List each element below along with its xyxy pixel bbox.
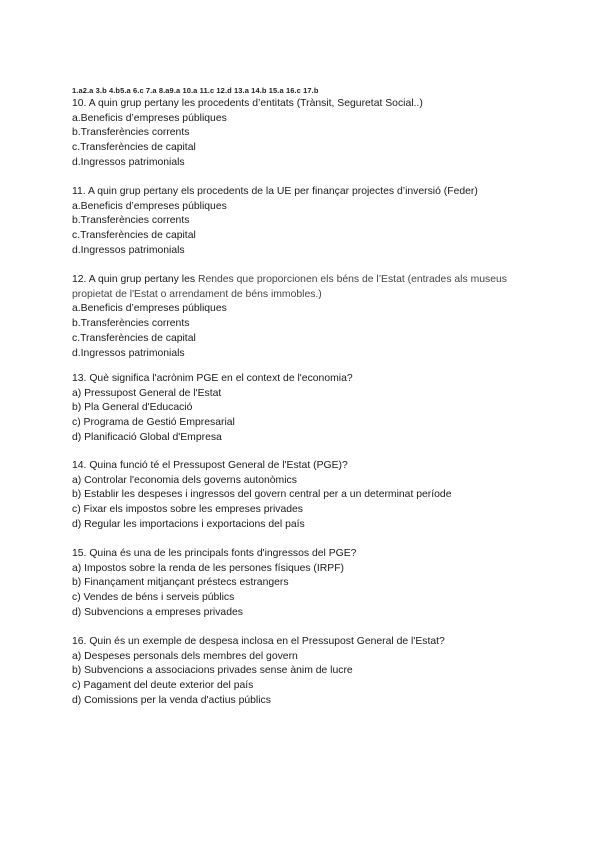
option-d: d) Planificació Global d'Empresa: [72, 431, 222, 443]
question-text: 10. A quin grup pertany les procedents d’entitats (Trànsit, Seguretat Social..): [72, 98, 423, 109]
question-text: 13. Què significa l'acrònim PGE en el context de l'economia?: [72, 373, 353, 384]
option-b: b) Subvencions a associacions privades sense ànim de lucre: [72, 665, 353, 677]
option-d: d.Ingressos patrimonials: [72, 347, 185, 359]
option-a: a) Despeses personals dels membres del govern: [72, 650, 298, 662]
option-c: c) Fixar els impostos sobre les empreses privades: [72, 504, 303, 516]
option-b: b) Establir les despeses i ingressos del govern central per a un determinat període: [72, 489, 452, 501]
question-15: [72, 547, 542, 621]
answer-key: 1.a2.a 3.b 4.b5.a 6.c 7.a 8.a9.a 10.a 11.c 12.d 13.a 14.b 15.a 16.c 17.b: [72, 86, 319, 95]
option-d: d) Comissions per la venda d'actius públics: [72, 694, 271, 706]
option-a: a.Beneficis d’empreses públiques: [72, 112, 227, 124]
option-d: d) Subvencions a empreses privades: [72, 606, 243, 618]
question-text-prefix: 12. A quin grup pertany les: [72, 274, 198, 285]
question-text: [72, 273, 542, 302]
question-13: [72, 372, 542, 446]
option-c: c.Transferències de capital: [72, 142, 196, 154]
option-c: c) Vendes de béns i serveis públics: [72, 592, 235, 604]
question-16: [72, 635, 542, 709]
question-text: 15. Quina és una de les principals fonts d'ingressos del PGE?: [72, 548, 357, 559]
question-12: [72, 273, 542, 361]
option-b: b.Transferències corrents: [72, 318, 190, 330]
option-c: c) Programa de Gestió Empresarial: [72, 417, 235, 429]
option-a: a.Beneficis d’empreses públiques: [72, 303, 227, 315]
option-a: a) Pressupost General de l'Estat: [72, 387, 222, 399]
option-d: d.Ingressos patrimonials: [72, 244, 185, 256]
option-c: c.Transferències de capital: [72, 230, 196, 242]
question-text-suffix: Rendes que proporcionen els béns de l’Estat (entrades als museus propietat de l'Estat o arrendament de béns immobles.): [72, 274, 507, 300]
option-d: d.Ingressos patrimonials: [72, 156, 185, 168]
option-b: b.Transferències corrents: [72, 215, 190, 227]
option-b: b) Finançament mitjançant préstecs estrangers: [72, 577, 289, 589]
option-d: d) Regular les importacions i exportacions del país: [72, 518, 305, 530]
question-text: 11. A quin grup pertany els procedents de la UE per finançar projectes d’inversió (Feder): [72, 186, 478, 197]
option-a: a) Impostos sobre la renda de les persones físiques (IRPF): [72, 562, 345, 574]
option-a: a.Beneficis d’empreses públiques: [72, 200, 227, 212]
question-text: 16. Quin és un exemple de despesa inclosa en el Pressupost General de l'Estat?: [72, 636, 445, 647]
question-text: 14. Quina funció té el Pressupost General de l'Estat (PGE)?: [72, 460, 348, 471]
question-14: [72, 459, 542, 533]
question-11: [72, 185, 542, 259]
option-a: a) Controlar l'economia dels governs autonòmics: [72, 474, 297, 486]
option-c: c.Transferències de capital: [72, 332, 196, 344]
option-c: c) Pagament del deute exterior del país: [72, 680, 254, 692]
option-b: b.Transferències corrents: [72, 127, 190, 139]
option-b: b) Pla General d'Educació: [72, 402, 193, 414]
question-10: [72, 97, 542, 171]
